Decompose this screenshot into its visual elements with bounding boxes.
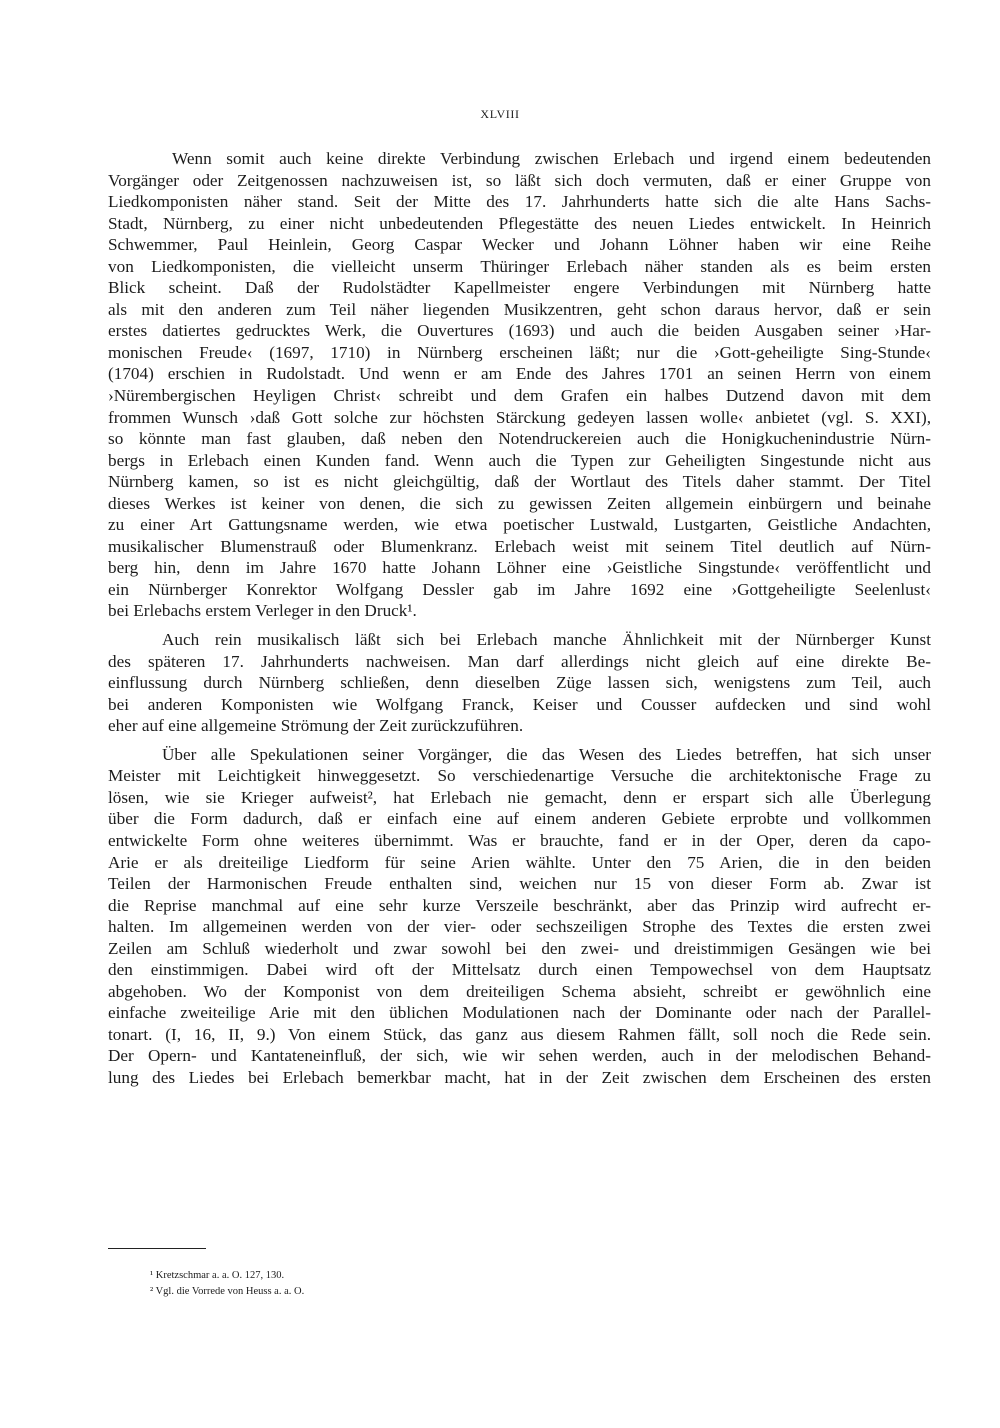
text-line: Teilen der Harmonischen Freude enthalten sind, weichen nur 15 von dieser Form ab. Zwar ist (108, 874, 931, 894)
text-line: des späteren 17. Jahrhunderts nachweisen. Man darf allerdings nicht gleich auf eine direkte Be- (108, 651, 931, 671)
footnote-rule (108, 1248, 206, 1249)
text-line: den einstimmigen. Dabei wird oft der Mittelsatz durch einen Tempowechsel von dem Hauptsatz (108, 960, 931, 980)
paragraph-2 (108, 629, 931, 737)
text-line: ›Nürembergischen Heyligen Christ‹ schreibt und dem Grafen ein halbes Dutzend davon mit dem (108, 386, 931, 406)
text-line: Wenn somit auch keine direkte Verbindung zwischen Erlebach und irgend einem bedeutenden (172, 149, 931, 168)
text-line: Blick scheint. Daß der Rudolstädter Kapellmeister engere Verbindungen mit Nürnberg hatte (108, 278, 931, 298)
text-line: dieses Werkes ist keiner von denen, die sich zu gewissen Zeiten allgemein einbürgern und beinahe (108, 493, 931, 513)
text-line: bergs in Erlebach einen Kunden fand. Wenn auch die Typen zur Geheiligten Singestunde nicht aus (108, 450, 931, 470)
text-line: musikalischer Blumenstrauß oder Blumenkranz. Erlebach weist mit seinem Titel deutlich auf Nürn- (108, 536, 932, 556)
text-line: monischen Freude‹ (1697, 1710) in Nürnberg erscheinen läßt; nur die ›Gott-geheiligte Sing-Stunde‹ (108, 342, 931, 362)
text-line: Arie er als dreiteilige Liedform für seine Arien wählte. Unter den 75 Arien, die in den beiden (108, 852, 931, 872)
text-line: abgehoben. Wo der Komponist von dem dreiteiligen Schema absieht, schreibt er gewöhnlich eine (108, 981, 931, 1001)
text-line: tonart. (I, 16, II, 9.) Von einem Stück, das ganz aus diesem Rahmen fällt, soll noch die Rede sein. (108, 1024, 931, 1044)
text-line: Der Opern- und Kantateneinfluß, der sich, wie wir sehen werden, auch in der melodischen Behand- (108, 1046, 931, 1066)
text-line: als mit den anderen zum Teil näher liegenden Musikzentren, geht schon daraus hervor, daß er sein (108, 299, 931, 319)
text-line: Nürnberg kamen, so ist es nicht gleichgültig, daß der Wortlaut des Titels daher stammt. Der Titel (108, 472, 931, 492)
text-line: erstes datiertes gedrucktes Werk, die Ouvertures (1693) und auch die beiden Ausgaben seiner ›Har- (108, 321, 931, 341)
text-line: Über alle Spekulationen seiner Vorgänger, die das Wesen des Liedes betreffen, hat sich unser (162, 744, 931, 764)
text-line: bei Erlebachs erstem Verleger in den Druck¹. (108, 601, 417, 621)
text-line: Meister mit Leichtigkeit hinweggesetzt. So verschiedenartige Versuche die architektonische Frage zu (108, 766, 931, 786)
text-line: einfache zweiteilige Arie mit den üblichen Modulationen nach der Dominante oder nach der Parallel- (108, 1003, 931, 1023)
footnotes (150, 1268, 304, 1300)
text-line: frommen Wunsch ›daß Gott solche zur höchsten Stärckung gedeyen lassen wolle‹ anbietet (vgl. S. XXI), (108, 407, 931, 427)
text-line: so könnte man fast glauben, daß neben den Notendruckereien auch die Honigkuchenindustrie Nürn- (108, 429, 931, 449)
paragraph-1 (108, 148, 931, 622)
text-line: Auch rein musikalisch läßt sich bei Erlebach manche Ähnlichkeit mit der Nürnberger Kunst (162, 630, 931, 650)
text-line: halten. Im allgemeinen werden von der vier- oder sechszeiligen Strophe des Textes die ersten zwei (108, 917, 931, 937)
footnote-1: ¹ Kretzschmar a. a. O. 127, 130. (150, 1270, 285, 1281)
text-line: Vorgänger oder Zeitgenossen nachzuweisen ist, so läßt sich doch vermuten, daß er einer Gruppe von (108, 170, 931, 190)
text-line: zu einer Art Gattungsname werden, wie etwa poetischer Lustwald, Lustgarten, Geistliche Andachten, (108, 515, 931, 535)
text-line: einflussung durch Nürnberg schließen, denn dieselben Züge lassen sich, wenigstens zum Teil, auch (108, 673, 931, 693)
text-line: eher auf eine allgemeine Strömung der Zeit zurückzuführen. (108, 716, 524, 736)
text-line: entwickelte Form ohne weiteres übernimmt. Was er brauchte, fand er in der Oper, deren da capo- (108, 830, 932, 850)
text-line: über die Form dadurch, daß er einfach eine auf einem anderen Gebiete erprobte und vollkommen (108, 809, 931, 829)
footnote-2: ² Vgl. die Vorrede von Heuss a. a. O. (150, 1286, 305, 1297)
text-line: lung des Liedes bei Erlebach bemerkbar macht, hat in der Zeit zwischen dem Erscheinen des ersten (108, 1067, 931, 1087)
body-text (108, 148, 931, 1089)
text-line: bei anderen Komponisten wie Wolfgang Franck, Keiser und Cousser aufdecken und sind wohl (108, 694, 931, 714)
page-number: XLVIII (480, 107, 520, 121)
paragraph-3 (108, 744, 931, 1089)
text-line: lösen, wie sie Krieger aufweist², hat Erlebach nie gemacht, denn er erspart sich alle Überlegung (108, 787, 931, 807)
text-line: Liedkomponisten näher stand. Seit der Mitte des 17. Jahrhunderts hatte sich die alte Hans Sachs- (108, 192, 931, 212)
text-line: Schwemmer, Paul Heinlein, Georg Caspar Wecker und Johann Löhner haben wir eine Reihe (108, 235, 931, 255)
text-line: ein Nürnberger Konrektor Wolfgang Dessler gab im Jahre 1692 eine ›Gottgeheiligte Seelenlust‹ (108, 579, 931, 599)
text-line: die Reprise manchmal auf eine sehr kurze Verszeile beschränkt, aber das Prinzip wird aufrecht er- (108, 895, 931, 915)
text-line: von Liedkomponisten, die vielleicht unserm Thüringer Erlebach näher standen als es beim ersten (108, 256, 932, 276)
text-line: (1704) erschien in Rudolstadt. Und wenn er am Ende des Jahres 1701 an seinen Herrn von einem (108, 364, 932, 384)
text-line: berg hin, denn im Jahre 1670 hatte Johann Löhner eine ›Geistliche Singstunde‹ veröffentlicht und (108, 558, 931, 578)
text-line: Stadt, Nürnberg, zu einer nicht unbedeutenden Pflegestätte des neuen Liedes entwickelt. In Heinrich (108, 213, 932, 233)
text-line: Zeilen am Schluß wiederholt und zwar sowohl bei den zwei- und dreistimmigen Gesängen wie bei (108, 938, 932, 958)
